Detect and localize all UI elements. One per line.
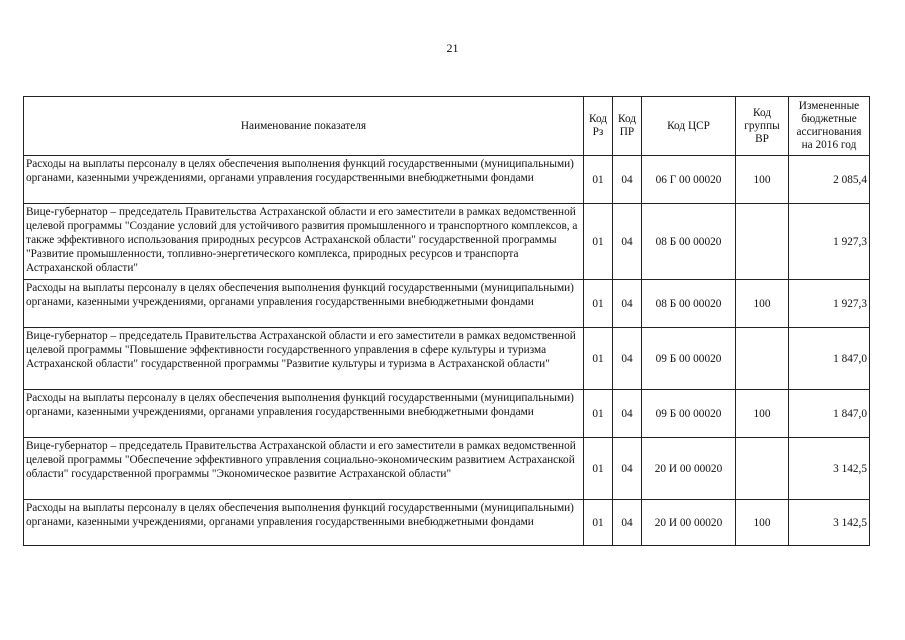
row-amount: 1 927,3 [789, 280, 870, 328]
row-name: Расходы на выплаты персоналу в целях обеспечения выполнения функций государственными (муниципальными) органами, казенными учреждениями, органами управления государственными внебюджетными фондами [24, 280, 584, 328]
table-row [24, 500, 870, 546]
header-name: Наименование показателя [24, 97, 584, 156]
row-rz: 01 [584, 500, 613, 546]
table-row [24, 204, 870, 280]
row-vr: 100 [736, 156, 789, 204]
row-vr: 100 [736, 500, 789, 546]
row-pr: 04 [613, 500, 642, 546]
header-rz: Код Рз [584, 97, 613, 156]
row-amount: 3 142,5 [789, 438, 870, 500]
row-rz: 01 [584, 390, 613, 438]
table-row [24, 390, 870, 438]
row-csr: 06 Г 00 00020 [642, 156, 736, 204]
table-row [24, 438, 870, 500]
header-csr: Код ЦСР [642, 97, 736, 156]
table-row [24, 328, 870, 390]
row-csr: 20 И 00 00020 [642, 500, 736, 546]
row-name: Вице-губернатор – председатель Правительства Астраханской области и его заместители в рамках ведомственной целевой программы "Создание условий для устойчивого развития промышленного и транспортного комплексов, а также эффективного использования природных ресурсов Астраханской области" государственной программы "Развитие промышленности, топливно-энергетического комплекса, природных ресурсов и транспорта Астраханской области" [24, 204, 584, 280]
row-name: Расходы на выплаты персоналу в целях обеспечения выполнения функций государственными (муниципальными) органами, казенными учреждениями, органами управления государственными внебюджетными фондами [24, 500, 584, 546]
page-number: 21 [446, 41, 459, 55]
row-csr: 09 Б 00 00020 [642, 328, 736, 390]
row-csr: 09 Б 00 00020 [642, 390, 736, 438]
row-name: Вице-губернатор – председатель Правительства Астраханской области и его заместители в рамках ведомственной целевой программы "Повышение эффективности государственного управления в сфере культуры и туризма Астраханской области" государственной программы "Развитие культуры и туризма в Астраханской области" [24, 328, 584, 390]
row-vr [736, 204, 789, 280]
row-amount: 2 085,4 [789, 156, 870, 204]
row-amount: 1 927,3 [789, 204, 870, 280]
row-pr: 04 [613, 390, 642, 438]
header-vr: Код группы ВР [736, 97, 789, 156]
row-csr: 08 Б 00 00020 [642, 204, 736, 280]
row-amount: 1 847,0 [789, 390, 870, 438]
table-row [24, 156, 870, 204]
budget-table [23, 96, 870, 546]
row-pr: 04 [613, 156, 642, 204]
row-amount: 3 142,5 [789, 500, 870, 546]
row-vr: 100 [736, 280, 789, 328]
row-rz: 01 [584, 156, 613, 204]
row-amount: 1 847,0 [789, 328, 870, 390]
header-row [24, 97, 870, 156]
row-csr: 20 И 00 00020 [642, 438, 736, 500]
row-pr: 04 [613, 204, 642, 280]
row-rz: 01 [584, 280, 613, 328]
header-pr: Код ПР [613, 97, 642, 156]
table-row [24, 280, 870, 328]
row-csr: 08 Б 00 00020 [642, 280, 736, 328]
row-name: Расходы на выплаты персоналу в целях обеспечения выполнения функций государственными (муниципальными) органами, казенными учреждениями, органами управления государственными внебюджетными фондами [24, 390, 584, 438]
row-name: Расходы на выплаты персоналу в целях обеспечения выполнения функций государственными (муниципальными) органами, казенными учреждениями, органами управления государственными внебюджетными фондами [24, 156, 584, 204]
row-pr: 04 [613, 280, 642, 328]
row-vr [736, 328, 789, 390]
row-pr: 04 [613, 438, 642, 500]
row-name: Вице-губернатор – председатель Правительства Астраханской области и его заместители в рамках ведомственной целевой программы "Обеспечение эффективного управления социально-экономическим развитием Астраханской области" государственной программы "Экономическое развитие Астраханской области" [24, 438, 584, 500]
row-rz: 01 [584, 438, 613, 500]
row-vr [736, 438, 789, 500]
header-amount: Измененные бюджетные ассигнования на 2016 год [789, 97, 870, 156]
row-rz: 01 [584, 328, 613, 390]
row-pr: 04 [613, 328, 642, 390]
row-rz: 01 [584, 204, 613, 280]
row-vr: 100 [736, 390, 789, 438]
